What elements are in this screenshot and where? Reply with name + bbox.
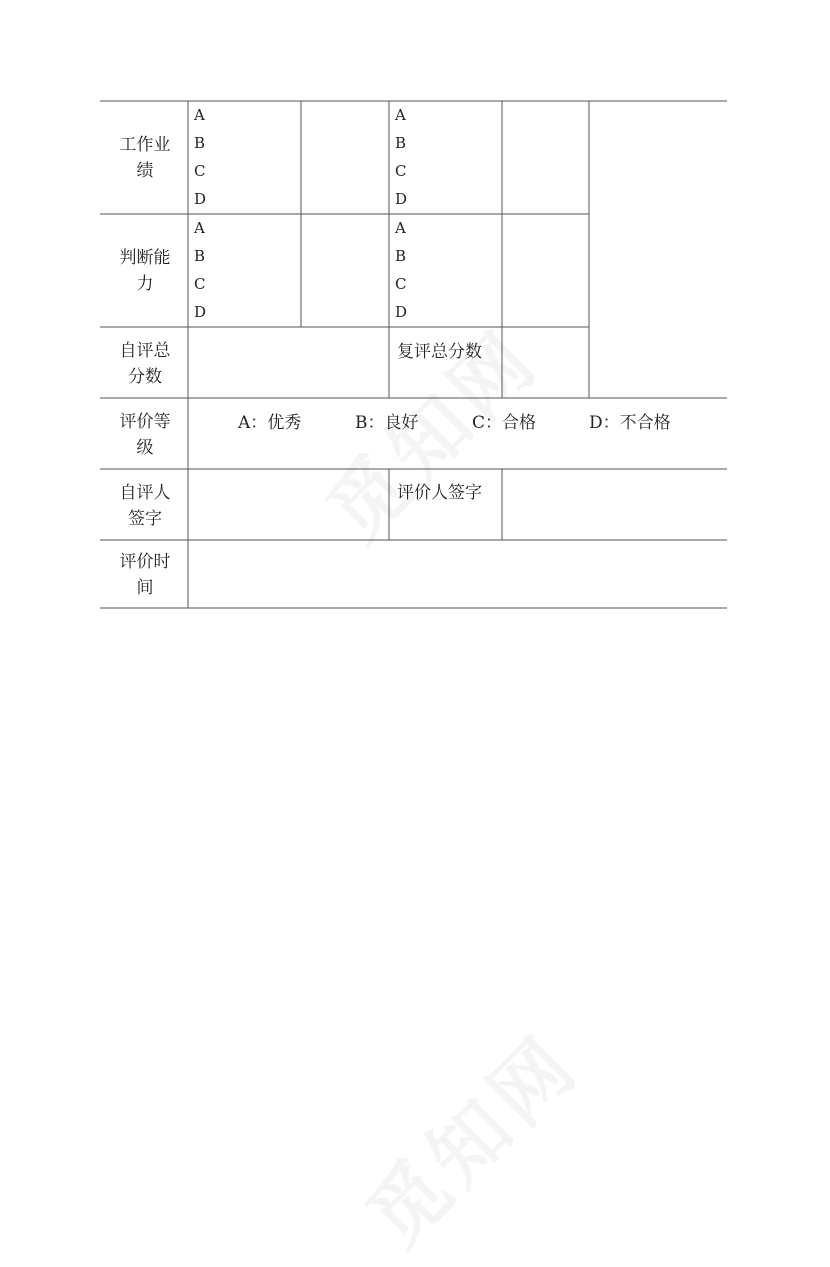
label-review-time-line1: 评价时 [119, 552, 171, 572]
option-b[interactable]: B [194, 247, 206, 265]
field-review-time[interactable] [190, 542, 726, 607]
label-work-performance [101, 132, 189, 184]
label-rating-line1: 评价等 [119, 412, 171, 432]
option-b[interactable]: B [194, 134, 206, 152]
field-review-total-score[interactable] [503, 329, 588, 397]
label-self-sign [101, 480, 189, 532]
option-d[interactable]: D [395, 303, 408, 321]
label-review-total: 复评总分数 [397, 342, 482, 362]
label-judgment-line1: 判断能 [119, 248, 171, 268]
label-rating-line2: 级 [136, 438, 154, 458]
label-review-time [101, 549, 189, 601]
label-self-total-line2: 分数 [128, 367, 162, 387]
option-d[interactable]: D [395, 190, 408, 208]
options-judgment-review [395, 214, 407, 326]
grade-a: A：优秀 [238, 413, 302, 433]
option-d[interactable]: D [194, 190, 207, 208]
option-b[interactable]: B [395, 134, 407, 152]
option-c[interactable]: C [194, 162, 206, 180]
label-work-line1: 工作业 [119, 135, 171, 155]
option-a[interactable]: A [395, 219, 406, 237]
options-work-review [395, 101, 407, 213]
option-a[interactable]: A [194, 106, 205, 124]
option-c[interactable]: C [395, 275, 407, 293]
label-self-sign-line2: 签字 [128, 509, 162, 529]
option-c[interactable]: C [395, 162, 407, 180]
label-work-line2: 绩 [136, 161, 154, 181]
option-c[interactable]: C [194, 275, 206, 293]
label-self-sign-line1: 自评人 [119, 483, 171, 503]
label-self-total [101, 338, 189, 390]
field-reviewer-signature[interactable] [503, 471, 726, 539]
grade-c: C：合格 [472, 413, 537, 433]
label-review-time-line2: 间 [136, 578, 154, 598]
label-rating-level [101, 409, 189, 461]
label-judgment [101, 245, 189, 297]
options-judgment-self [194, 214, 206, 326]
options-work-self [194, 101, 206, 213]
label-reviewer-sign: 评价人签字 [397, 483, 482, 503]
option-a[interactable]: A [194, 219, 205, 237]
option-d[interactable]: D [194, 303, 207, 321]
label-self-total-line1: 自评总 [119, 341, 171, 361]
label-judgment-line2: 力 [136, 274, 154, 294]
grade-b: B：良好 [355, 413, 419, 433]
option-a[interactable]: A [395, 106, 406, 124]
grade-d: D：不合格 [589, 413, 671, 433]
field-self-signature[interactable] [190, 471, 388, 539]
option-b[interactable]: B [395, 247, 407, 265]
field-self-total-score[interactable] [190, 329, 388, 397]
